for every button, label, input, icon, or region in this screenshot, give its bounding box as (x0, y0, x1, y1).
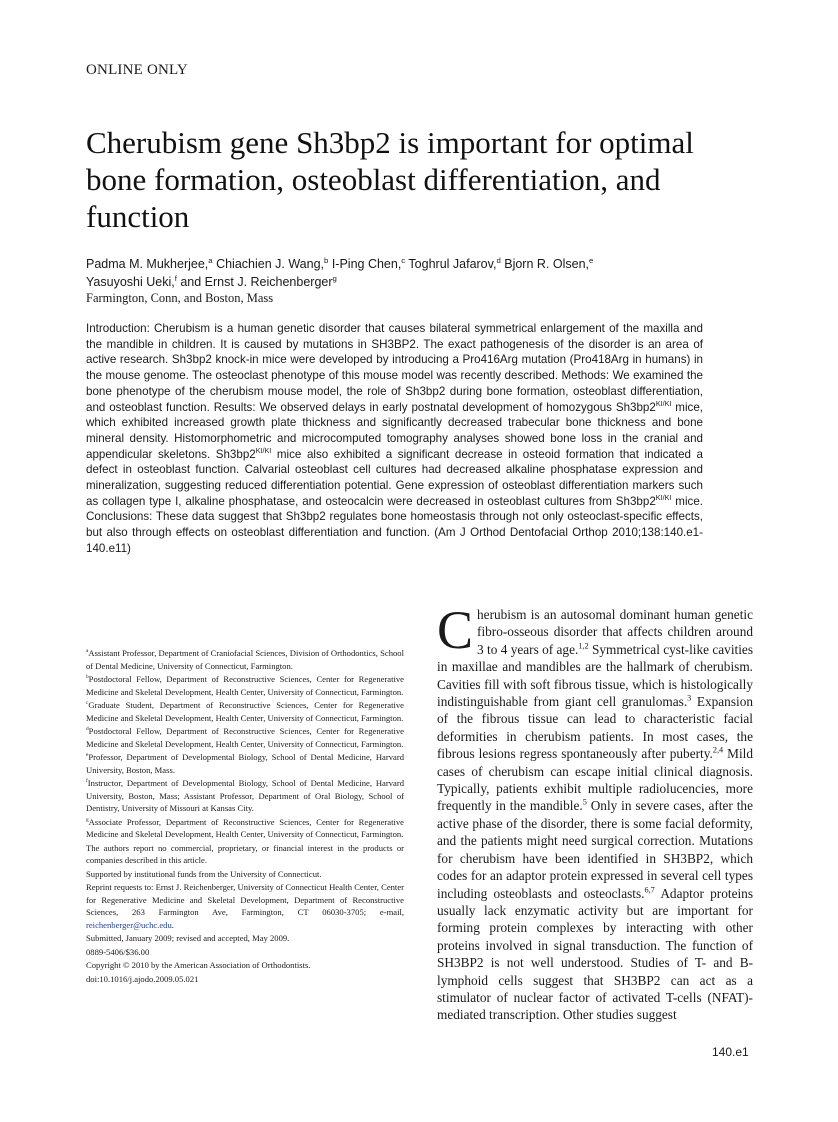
genotype-superscript: KI/KI (655, 398, 672, 408)
affiliation-item (86, 751, 404, 776)
author-list (86, 255, 726, 291)
body-text-run: Adaptor proteins usually lack enzymatic activity but are important for forming protein complexes by interacting with other proteins involved in signal transduction. The function of SH3BP2 is not well understood. Studies of T- and B-lymphoid cells suggest that SH3BP2 can act as a stimulator of nuclear factor of activated T-cells (NFAT)-mediated transcription. Other studies suggest (437, 885, 753, 1023)
body-text-run: Only in severe cases, after the active phase of the disorder, there is some facial deformity, and the patients might need surgical correction. Mutations for cherubism have been identified in SH3BP2, which codes for an adaptor protein expressed in several cell types including osteoblasts and osteoclasts. (437, 798, 753, 901)
footnotes (86, 647, 404, 986)
author-affiliation-mark: c (401, 255, 406, 265)
affiliation-text: Graduate Student, Department of Reconstructive Sciences, Center for Regenerative Medicine and Skeletal Development, Health Center, University of Connecticut, Farmington. (86, 700, 404, 723)
body-text-run: herubism is an autosomal dominant human genetic fibro-osseous disorder that affects children around 3 to 4 years of age. (477, 607, 753, 657)
drop-cap: C (437, 600, 474, 660)
author-name: Yasuyoshi Ueki, (86, 275, 175, 289)
genotype-superscript: KI/KI (255, 445, 272, 455)
doi: doi:10.1016/j.ajodo.2009.05.021 (86, 973, 199, 984)
author-name: Toghrul Jafarov, (408, 257, 497, 271)
reprint-end: . (171, 919, 174, 930)
genotype-superscript: KI/KI (655, 492, 672, 502)
affiliation-text: Instructor, Department of Developmental Biology, School of Dental Medicine, Harvard University, Boston, Mass; Assistant Professor, Department of Oral Biology, School of Dentistry, University of Missouri at Kansas City. (86, 778, 404, 813)
citation-superscript[interactable]: 3 (687, 693, 692, 703)
abstract-text: mice, which exhibited increased growth plate thickness and significantly decreased trabecular bone thickness and bone mineral density. Histomorphometric and microcomputed tomography analyses showed bone loss in the cranial and appendicular skeletons. Sh3bp2 (86, 400, 703, 461)
citation-superscript[interactable]: 5 (582, 798, 587, 808)
citation-superscript[interactable]: 6,7 (644, 885, 655, 895)
issn: 0889-5406/$36.00 (86, 946, 150, 957)
affiliation-mark: g (86, 816, 89, 823)
affiliation-text: Associate Professor, Department of Reconstructive Sciences, Center for Regenerative Medicine and Skeletal Development, Health Center, University of Connecticut, Farmington. (86, 816, 404, 839)
affiliation-mark: b (86, 674, 89, 681)
author-name: and Ernst J. Reichenberger (180, 275, 333, 289)
body-paragraph (437, 600, 753, 1023)
author-name: Padma M. Mukherjee, (86, 257, 209, 271)
affiliation-mark: d (86, 726, 89, 733)
affiliation-text: Postdoctoral Fellow, Department of Reconstructive Sciences, Center for Regenerative Medicine and Skeletal Development, Health Center, University of Connecticut, Farmington. (86, 674, 404, 697)
author-location: Farmington, Conn, and Boston, Mass (86, 291, 274, 305)
affiliation-text: Professor, Department of Developmental Biology, School of Dental Medicine, Harvard University, Boston, Mass. (86, 752, 404, 775)
abstract-text: mice also exhibited a significant decrease in osteoid formation that indicated a defect in osteoblast function. Calvarial osteoblast cell cultures had decreased alkaline phosphatase expression and mineralization, suggesting reduced differentiation potential. Gene expression of osteoblast differentiation markers such as collagen type I, alkaline phosphatase, and osteocalcin were decreased in osteoblast cultures from Sh3bp2 (86, 447, 703, 508)
citation-superscript[interactable]: 2,4 (712, 745, 724, 755)
author-name: Bjorn R. Olsen, (504, 257, 589, 271)
submission-dates: Submitted, January 2009; revised and accepted, May 2009. (86, 933, 290, 943)
affiliation-item (86, 647, 404, 672)
author-affiliation-mark: e (589, 255, 594, 265)
affiliation-item (86, 699, 404, 724)
affiliation-item (86, 725, 404, 750)
funding-statement: Supported by institutional funds from the University of Connecticut. (86, 868, 322, 879)
copyright: Copyright © 2010 by the American Association of Orthodontists. (86, 960, 311, 970)
page-number: 140.e1 (712, 1045, 749, 1059)
affiliation-mark: e (86, 752, 89, 759)
author-affiliation-mark: d (496, 255, 501, 265)
body-text (437, 600, 753, 1024)
body-text-run: Symmetrical cyst-like cavities in maxillae and mandibles are the hallmark of cherubism. Cavities fill with soft fibrous tissue, which is histologically indistinguishable from giant cell granulomas. (437, 641, 753, 710)
email-link[interactable]: reichenberger@uchc.edu (86, 919, 172, 930)
article-title: Cherubism gene Sh3bp2 is important for optimal bone formation, osteoblast differentiation, and function (86, 125, 694, 234)
reprint-text: Reprint requests to: Ernst J. Reichenberger, University of Connecticut Health Center, Center for Regenerative Medicine and Skeletal Development, Department of Reconstructive Sciences, 263 Farmington Ave, Farmington, CT 06030-3705; e-mail, (86, 882, 404, 917)
affiliation-item (86, 777, 404, 815)
abstract-text: mice. Conclusions: These data suggest that Sh3bp2 regulates bone homeostasis through not only osteoclast-specific effects, but also through effects on osteoblast differentiation and function. (Am J Orthod Dentofacial Orthop 2010;138:140.e1-140.e11) (86, 494, 703, 555)
affiliation-item (86, 673, 404, 698)
author-affiliation-mark: b (324, 255, 329, 265)
body-text-run: Expansion of the fibrous tissue can lead to characteristic facial deformities in cherubism patients. In most cases, the fibrous lesions regress spontaneously after puberty. (437, 694, 753, 762)
author-name: I-Ping Chen, (331, 257, 402, 271)
author-affiliation-mark: f (174, 273, 177, 283)
conflict-statement: The authors report no commercial, proprietary, or financial interest in the products or companies described in this article. (86, 842, 404, 865)
section-label: ONLINE ONLY (86, 62, 188, 78)
reprint-requests (86, 881, 404, 931)
body-text-run: Mild cases of cherubism can escape initial clinical diagnosis. Typically, patients exhibit multiple radiolucencies, more frequently in the mandible. (437, 746, 753, 814)
affiliation-mark: f (86, 778, 88, 785)
affiliation-mark: a (86, 648, 89, 655)
affiliation-text: Assistant Professor, Department of Craniofacial Sciences, Division of Orthodontics, School of Dental Medicine, University of Connecticut, Farmington. (86, 648, 404, 671)
abstract-text: Introduction: Cherubism is a human genetic disorder that causes bilateral symmetrical enlargement of the maxilla and the mandible in children. It is caused by mutations in SH3BP2. The exact pathogenesis of the disorder is an area of active research. Sh3bp2 knock-in mice were developed by introducing a Pro416Arg mutation (Pro418Arg in humans) in the mouse genome. The osteoclast phenotype of this mouse model was recently described. Methods: We examined the bone phenotype of the cherubism mouse model, the role of Sh3bp2 during bone formation, osteoblast differentiation, and osteoblast function. Results: We observed delays in early postnatal development of homozygous Sh3bp2 (86, 322, 703, 414)
affiliation-mark: c (86, 700, 89, 707)
affiliation-item (86, 816, 404, 841)
author-affiliation-mark: a (208, 255, 213, 265)
affiliation-list (86, 647, 404, 841)
abstract (86, 321, 703, 557)
author-name: Chiachien J. Wang, (216, 257, 325, 271)
citation-superscript[interactable]: 1,2 (578, 641, 589, 651)
affiliation-text: Postdoctoral Fellow, Department of Reconstructive Sciences, Center for Regenerative Medicine and Skeletal Development, Health Center, University of Connecticut, Farmington. (86, 726, 404, 749)
author-affiliation-mark: g (332, 273, 337, 283)
